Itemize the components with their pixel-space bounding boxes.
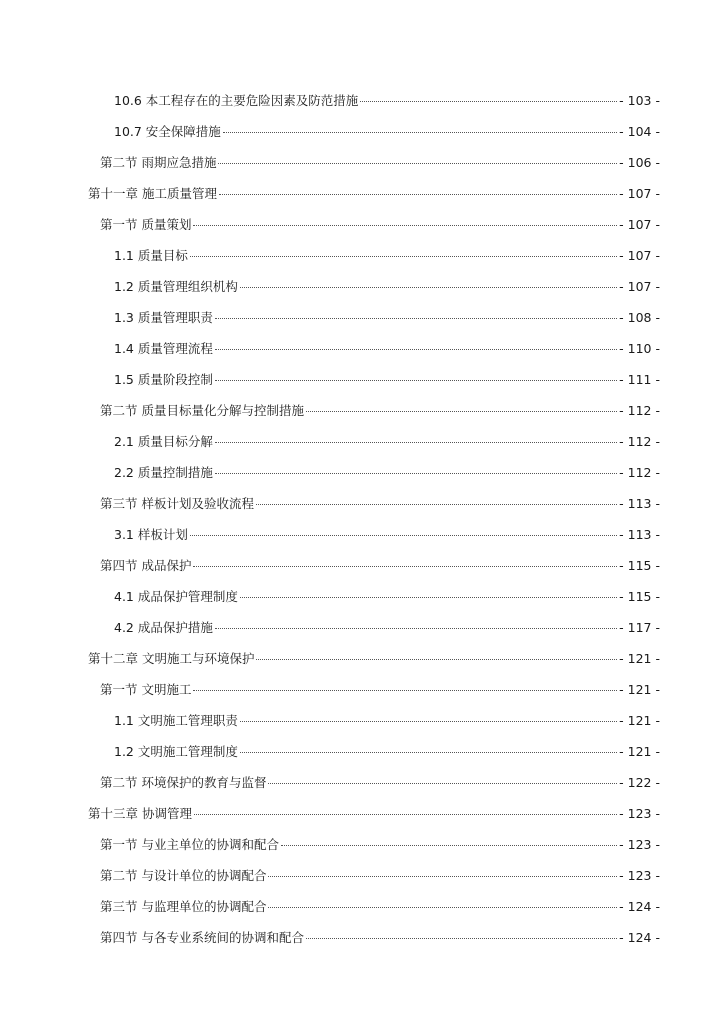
toc-entry[interactable] — [88, 674, 660, 705]
dot-leader — [190, 535, 617, 536]
dot-leader — [215, 349, 617, 350]
toc-entry[interactable] — [88, 767, 660, 798]
toc-entry-title: 1.1 质量目标 — [114, 248, 188, 263]
dot-leader — [215, 628, 617, 629]
toc-entry-page-number: - 117 - — [619, 620, 660, 635]
toc-entry-page-number: - 115 - — [619, 558, 660, 573]
toc-entry[interactable] — [88, 364, 660, 395]
dot-leader — [223, 132, 617, 133]
toc-entry-page-number: - 110 - — [619, 341, 660, 356]
dot-leader — [240, 752, 617, 753]
dot-leader — [360, 101, 617, 102]
dot-leader — [281, 845, 617, 846]
dot-leader — [215, 380, 617, 381]
toc-entry-page-number: - 112 - — [619, 465, 660, 480]
toc-entry[interactable] — [88, 829, 660, 860]
toc-entry-title: 第十二章 文明施工与环境保护 — [88, 651, 255, 666]
dot-leader — [306, 411, 617, 412]
toc-entry[interactable] — [88, 922, 660, 953]
toc-entry-page-number: - 124 - — [619, 930, 660, 945]
toc-entry-title: 1.2 质量管理组织机构 — [114, 279, 238, 294]
toc-entry[interactable] — [88, 85, 660, 116]
toc-entry-title: 10.6 本工程存在的主要危险因素及防范措施 — [114, 93, 359, 108]
toc-entry-page-number: - 123 - — [619, 837, 660, 852]
toc-entry[interactable] — [88, 643, 660, 674]
dot-leader — [193, 225, 617, 226]
toc-entry-page-number: - 121 - — [619, 651, 660, 666]
toc-entry-page-number: - 104 - — [619, 124, 660, 139]
toc-entry[interactable] — [88, 798, 660, 829]
toc-entry-page-number: - 121 - — [619, 713, 660, 728]
dot-leader — [268, 783, 617, 784]
toc-entry-page-number: - 123 - — [619, 868, 660, 883]
toc-entry[interactable] — [88, 178, 660, 209]
toc-entry-page-number: - 113 - — [619, 496, 660, 511]
dot-leader — [190, 256, 617, 257]
dot-leader — [240, 597, 617, 598]
toc-entry[interactable] — [88, 550, 660, 581]
dot-leader — [306, 938, 617, 939]
toc-entry-title: 4.1 成品保护管理制度 — [114, 589, 238, 604]
toc-entry-page-number: - 113 - — [619, 527, 660, 542]
toc-entry-title: 第二节 环境保护的教育与监督 — [100, 775, 267, 790]
dot-leader — [194, 814, 617, 815]
toc-entry-page-number: - 121 - — [619, 682, 660, 697]
toc-entry-page-number: - 107 - — [619, 279, 660, 294]
toc-entry-title: 第十一章 施工质量管理 — [88, 186, 217, 201]
toc-entry[interactable] — [88, 488, 660, 519]
toc-entry[interactable] — [88, 209, 660, 240]
toc-entry-title: 1.2 文明施工管理制度 — [114, 744, 238, 759]
toc-entry[interactable] — [88, 116, 660, 147]
dot-leader — [215, 442, 617, 443]
toc-entry-page-number: - 106 - — [619, 155, 660, 170]
dot-leader — [256, 659, 617, 660]
toc-entry-title: 第二节 质量目标量化分解与控制措施 — [100, 403, 304, 418]
dot-leader — [215, 318, 617, 319]
toc-entry-title: 第二节 雨期应急措施 — [100, 155, 217, 170]
toc-entry-title: 第四节 与各专业系统间的协调和配合 — [100, 930, 304, 945]
toc-entry[interactable] — [88, 612, 660, 643]
toc-entry-page-number: - 107 - — [619, 186, 660, 201]
dot-leader — [268, 907, 617, 908]
toc-entry[interactable] — [88, 426, 660, 457]
toc-entry-title: 第三节 与监理单位的协调配合 — [100, 899, 267, 914]
toc-entry-title: 4.2 成品保护措施 — [114, 620, 213, 635]
dot-leader — [193, 690, 617, 691]
toc-entry-title: 1.4 质量管理流程 — [114, 341, 213, 356]
toc-entry-page-number: - 107 - — [619, 248, 660, 263]
toc-entry[interactable] — [88, 271, 660, 302]
toc-entry[interactable] — [88, 457, 660, 488]
toc-entry-title: 第二节 与设计单位的协调配合 — [100, 868, 267, 883]
dot-leader — [256, 504, 617, 505]
table-of-contents — [88, 85, 660, 953]
toc-entry-page-number: - 122 - — [619, 775, 660, 790]
toc-entry-title: 1.5 质量阶段控制 — [114, 372, 213, 387]
toc-entry[interactable] — [88, 302, 660, 333]
toc-entry[interactable] — [88, 736, 660, 767]
toc-entry[interactable] — [88, 395, 660, 426]
toc-entry-page-number: - 112 - — [619, 403, 660, 418]
dot-leader — [215, 473, 617, 474]
dot-leader — [268, 876, 617, 877]
toc-entry-title: 第三节 样板计划及验收流程 — [100, 496, 254, 511]
toc-entry-title: 2.1 质量目标分解 — [114, 434, 213, 449]
toc-entry-page-number: - 112 - — [619, 434, 660, 449]
toc-entry[interactable] — [88, 705, 660, 736]
toc-entry[interactable] — [88, 333, 660, 364]
dot-leader — [240, 287, 617, 288]
toc-entry-title: 第一节 文明施工 — [100, 682, 192, 697]
toc-entry-title: 3.1 样板计划 — [114, 527, 188, 542]
dot-leader — [240, 721, 617, 722]
toc-entry-title: 第十三章 协调管理 — [88, 806, 192, 821]
toc-entry[interactable] — [88, 240, 660, 271]
toc-entry[interactable] — [88, 860, 660, 891]
toc-entry-page-number: - 123 - — [619, 806, 660, 821]
toc-entry[interactable] — [88, 519, 660, 550]
toc-entry-title: 第一节 与业主单位的协调和配合 — [100, 837, 279, 852]
toc-entry-title: 第一节 质量策划 — [100, 217, 192, 232]
toc-entry-title: 第四节 成品保护 — [100, 558, 192, 573]
toc-entry-page-number: - 121 - — [619, 744, 660, 759]
toc-entry[interactable] — [88, 891, 660, 922]
toc-entry-title: 2.2 质量控制措施 — [114, 465, 213, 480]
toc-entry-title: 1.3 质量管理职责 — [114, 310, 213, 325]
dot-leader — [219, 194, 617, 195]
toc-entry-page-number: - 107 - — [619, 217, 660, 232]
toc-entry-page-number: - 111 - — [619, 372, 660, 387]
toc-entry-page-number: - 115 - — [619, 589, 660, 604]
toc-entry[interactable] — [88, 147, 660, 178]
dot-leader — [218, 163, 617, 164]
toc-entry-page-number: - 103 - — [619, 93, 660, 108]
toc-entry-title: 1.1 文明施工管理职责 — [114, 713, 238, 728]
toc-entry-page-number: - 108 - — [619, 310, 660, 325]
toc-entry-title: 10.7 安全保障措施 — [114, 124, 221, 139]
toc-entry[interactable] — [88, 581, 660, 612]
toc-entry-page-number: - 124 - — [619, 899, 660, 914]
dot-leader — [193, 566, 617, 567]
